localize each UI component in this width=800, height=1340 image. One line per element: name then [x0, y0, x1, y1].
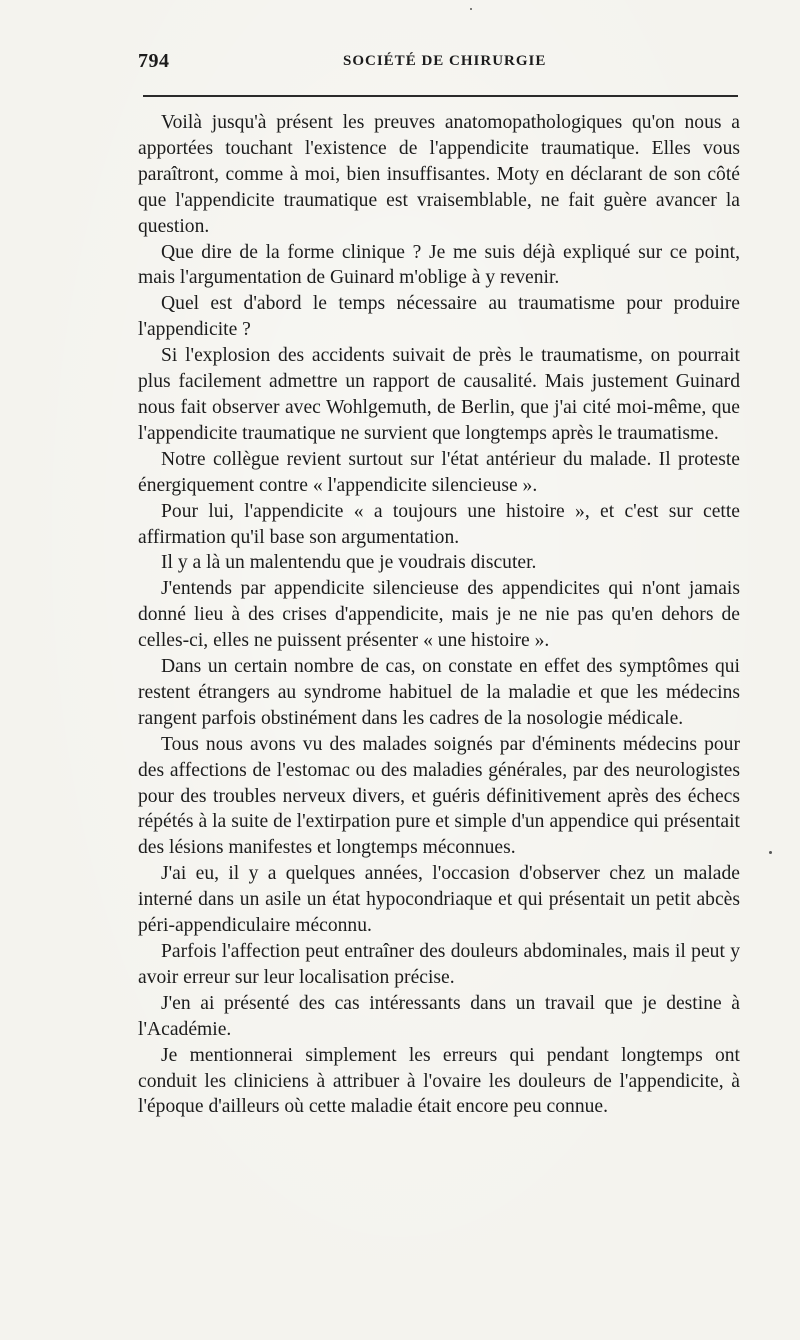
- paragraph: Voilà jusqu'à présent les preuves anatomopathologiques qu'on nous a apportées touchant l'existence de l'appendicite traumatique. Elles vous paraîtront, comme à moi, bien insuffisantes. Moty en déclarant de son côté que l'appendicite traumatique est vraisemblable, ne fait guère avancer la question.: [138, 112, 740, 237]
- paragraph: Je mentionnerai simplement les erreurs qui pendant longtemps ont conduit les cliniciens à attribuer à l'ovaire les douleurs de l'appendicite, à l'époque d'ailleurs où cette maladie était encore peu connue.: [138, 1044, 740, 1118]
- paragraph: Tous nous avons vu des malades soignés par d'éminents médecins pour des affections de l'estomac ou des maladies générales, par des neurologistes pour des troubles nerveux divers, et guéris définitivement après des échecs répétés à la suite de l'extirpation pure et simple d'un appendice qui présentait des lésions manifestes et longtemps méconnues.: [138, 733, 740, 859]
- paragraph: Dans un certain nombre de cas, on constate en effet des symptômes qui restent étrangers au syndrome habituel de la maladie et que les médecins rangent parfois obstinément dans les cadres de la nosologie médicale.: [138, 656, 740, 729]
- paragraph: Quel est d'abord le temps nécessaire au traumatisme pour produire l'appendicite ?: [138, 293, 740, 341]
- page-number: 794: [138, 50, 170, 72]
- print-speck: [769, 851, 772, 854]
- print-speck: [470, 8, 472, 10]
- page-header: [138, 50, 738, 74]
- paragraph: Pour lui, l'appendicite « a toujours une histoire », et c'est sur cette affirmation qu'il base son argumentation.: [138, 500, 740, 548]
- paragraph: Il y a là un malentendu que je voudrais discuter.: [161, 552, 537, 574]
- running-head: SOCIÉTÉ DE CHIRURGIE: [343, 53, 547, 69]
- paragraph: Si l'explosion des accidents suivait de près le traumatisme, on pourrait plus facilement admettre un rapport de causalité. Mais justement Guinard nous fait observer avec Wohlgemuth, de Berlin, que j'ai cité moi-même, que l'appendicite traumatique ne survient que longtemps après le traumatisme.: [138, 345, 740, 444]
- paragraph: Que dire de la forme clinique ? Je me suis déjà expliqué sur ce point, mais l'argumentation de Guinard m'oblige à y revenir.: [138, 241, 740, 289]
- paragraph: J'entends par appendicite silencieuse des appendicites qui n'ont jamais donné lieu à des crises d'appendicite, mais je ne nie pas qu'en dehors de celles-ci, elles ne puissent présenter « une histoire ».: [138, 578, 740, 652]
- body-text: [138, 110, 740, 1120]
- paragraph: Notre collègue revient surtout sur l'état antérieur du malade. Il proteste énergiquement contre « l'appendicite silencieuse ».: [138, 448, 740, 496]
- paragraph: J'ai eu, il y a quelques années, l'occasion d'observer chez un malade interné dans un asile un état hypocondriaque et qui présentait un petit abcès péri-appendiculaire méconnu.: [138, 863, 740, 937]
- paragraph: J'en ai présenté des cas intéressants dans un travail que je destine à l'Académie.: [138, 992, 740, 1040]
- header-rule: [143, 95, 738, 97]
- paragraph: Parfois l'affection peut entraîner des douleurs abdominales, mais il peut y avoir erreur sur leur localisation précise.: [138, 941, 740, 988]
